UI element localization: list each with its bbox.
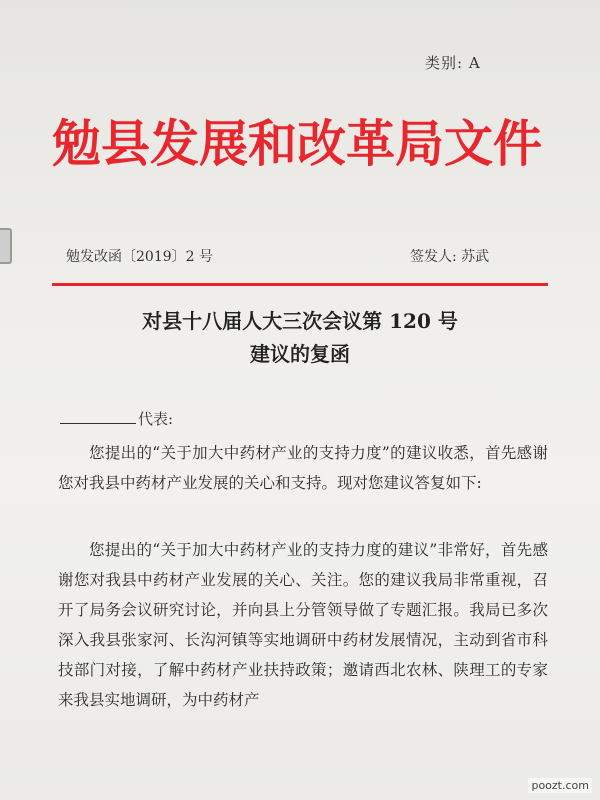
document-header-title: 勉县发展和改革局文件 xyxy=(52,114,542,173)
red-divider xyxy=(52,283,548,286)
binder-clip xyxy=(0,228,12,264)
paragraph-text: 您提出的“关于加大中药材产业的支持力度的建议”非常好，首先感谢您对我县中药材产业发展的关心、关注。您的建议我局非常重视，召开了局务会议研究讨论，并向县上分管领导做了专题汇报。我局已多次深入我县张家河、长沟河镇等实地调研中药材发展情况，主动到省市科技部门对接，了解中药材产业扶持政策；邀请西北农林、陕理工的专家来我县实地调研，为中药材产 xyxy=(58,541,548,709)
reply-title-line1: 对县十八届人大三次会议第 120 号 xyxy=(142,309,458,333)
body-paragraph-2 xyxy=(58,535,548,715)
addressee-blank xyxy=(60,409,136,424)
category-label: 类别: A xyxy=(425,54,481,72)
document-number: 勉发改函〔2019〕2 号 xyxy=(66,249,213,265)
issuer-label: 签发人: 苏武 xyxy=(410,249,490,265)
reply-title-line2: 建议的复函 xyxy=(250,342,350,366)
body-paragraph-1 xyxy=(58,438,548,498)
paragraph-text: 您提出的“关于加大中药材产业的支持力度”的建议收悉，首先感谢您对我县中药材产业发展的关心和支持。现对您建议答复如下: xyxy=(58,444,548,492)
addressee-line xyxy=(60,408,173,429)
addressee-suffix: 代表: xyxy=(138,410,174,428)
watermark-text: poozt.com xyxy=(528,778,592,793)
